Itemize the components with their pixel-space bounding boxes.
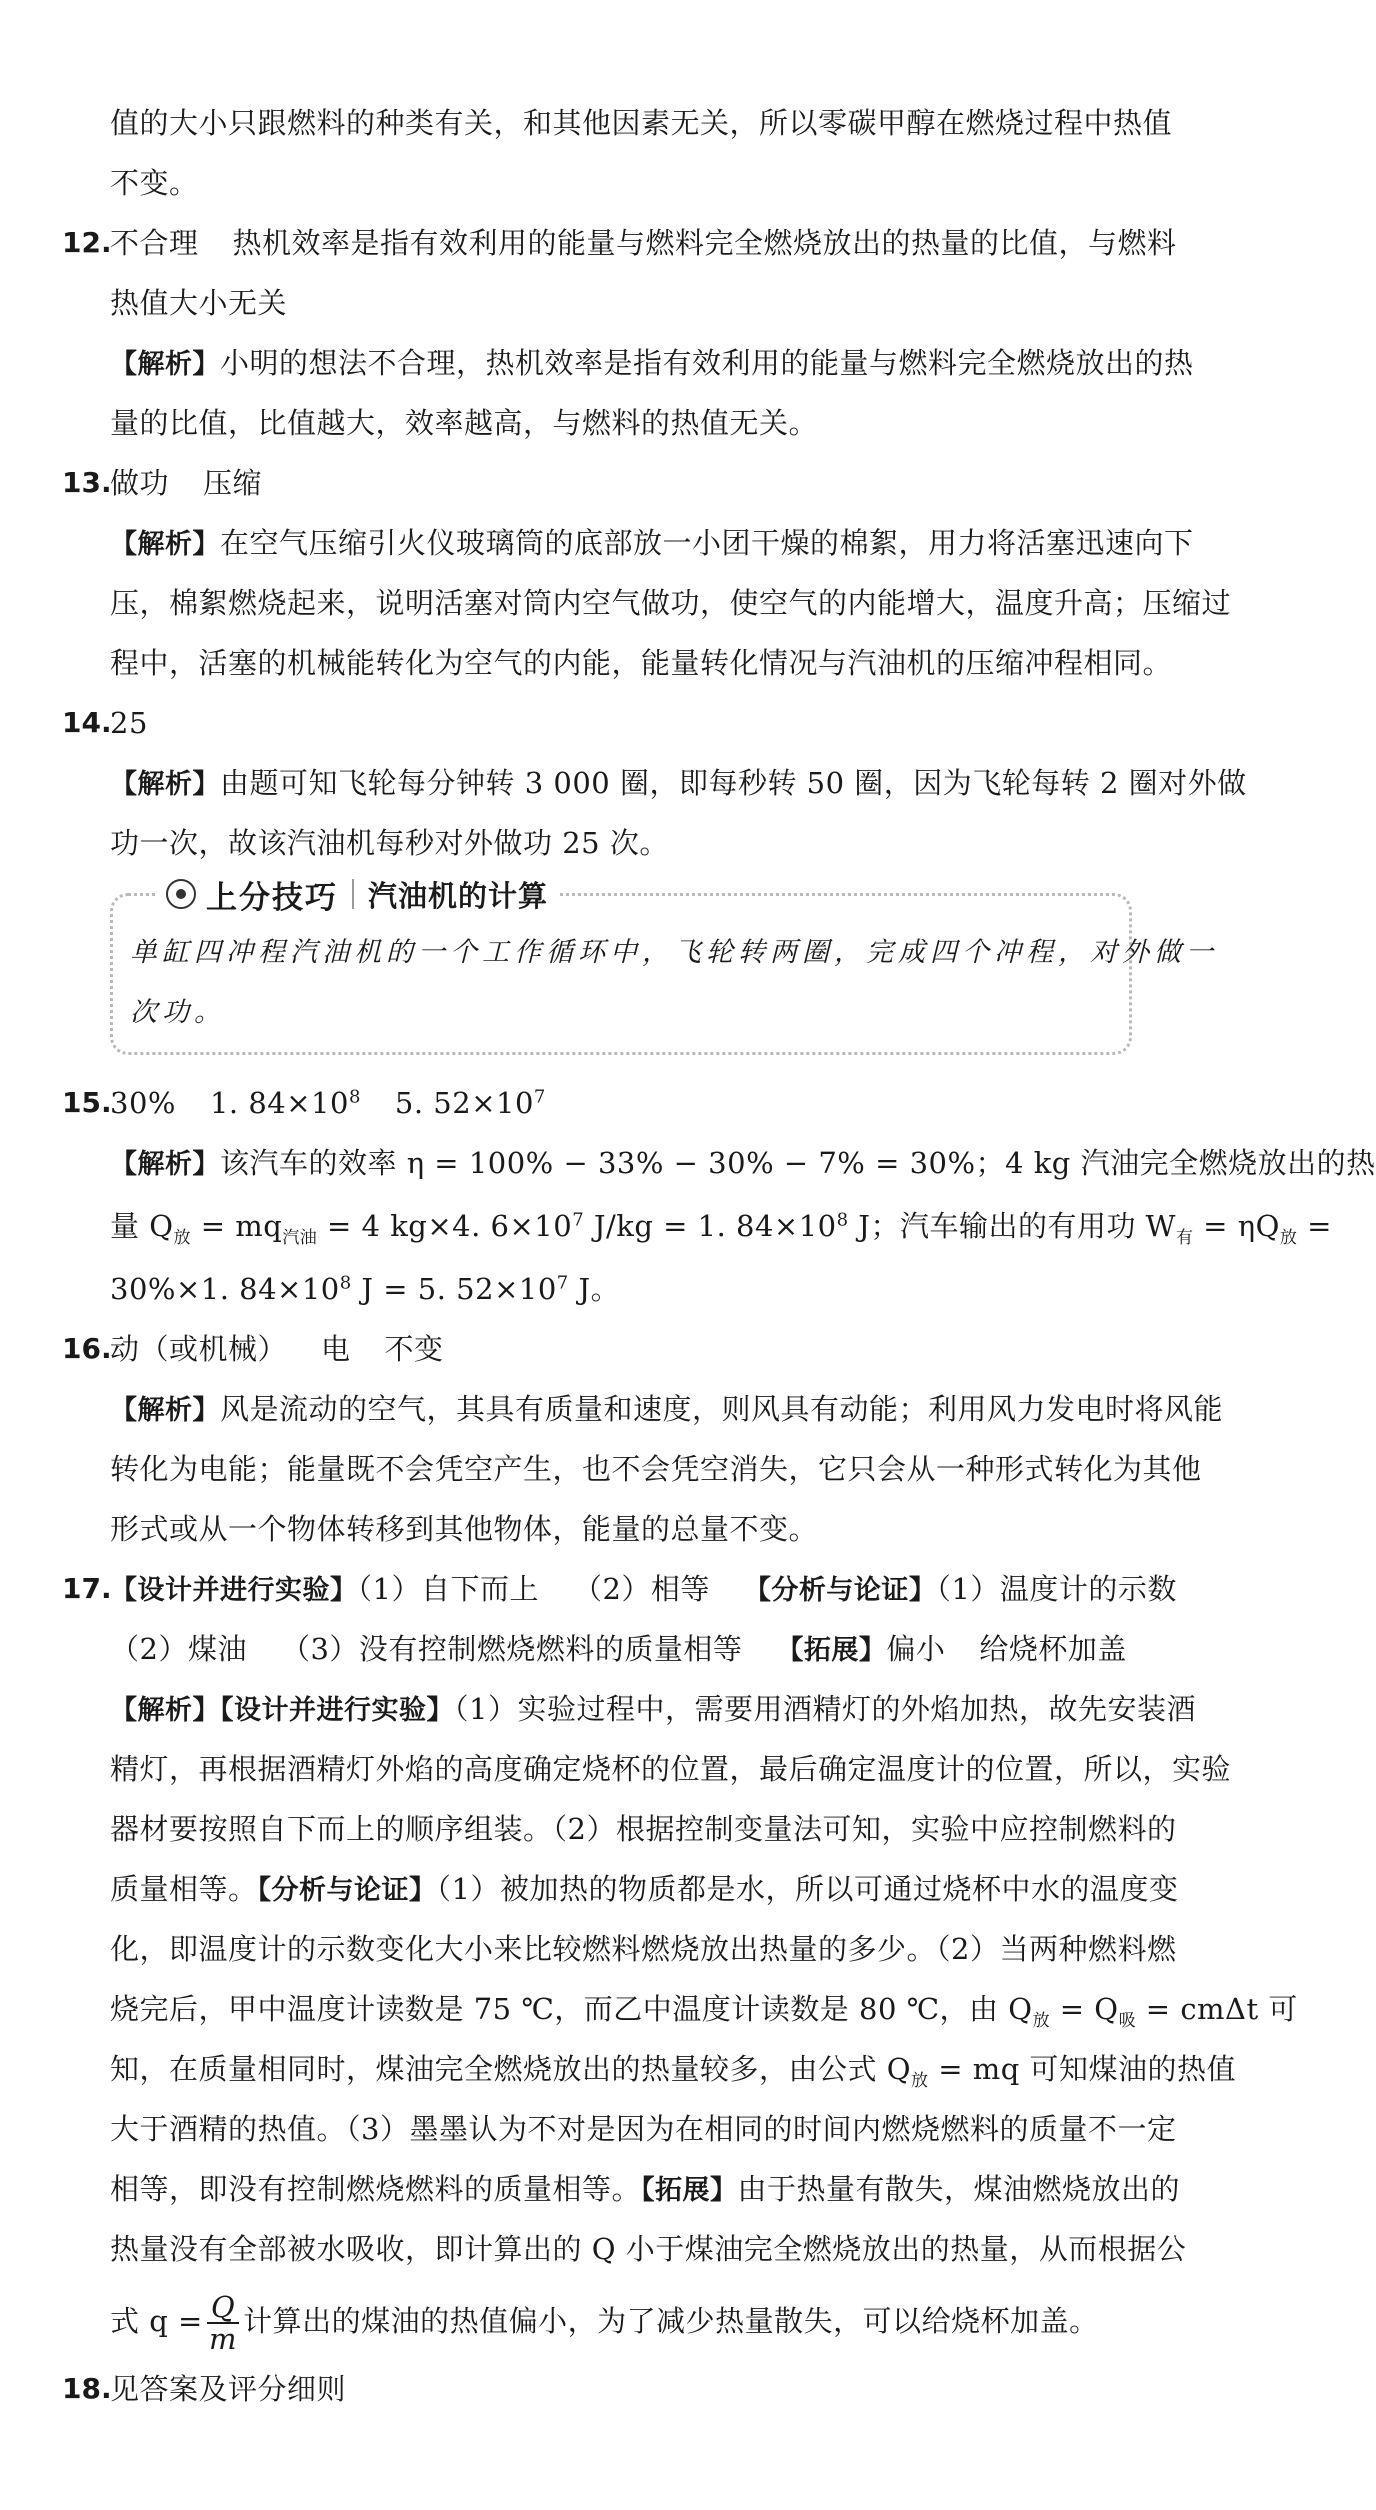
- q15-e3b: J = 5. 52×10: [351, 1272, 557, 1306]
- q17-tag-design: 【设计并进行实验】: [110, 1575, 358, 1606]
- q15-explain-line-1: [110, 1143, 1376, 1185]
- q17-number: 17.: [62, 1572, 112, 1605]
- q12-explain-tag: 【解析】: [110, 349, 220, 380]
- q16-number: 16.: [62, 1332, 112, 1365]
- q18-answer-line: 见答案及评分细则: [110, 2372, 347, 2406]
- q17-e6a: 烧完后，甲中温度计读数是 75 ℃，而乙中温度计读数是 80 ℃，由 Q: [110, 1992, 1033, 2026]
- q12-explain-text-1: 小明的想法不合理，热机效率是指有效利用的能量与燃料完全燃烧放出的热: [220, 346, 1194, 380]
- q17-e4a: 质量相等。: [110, 1872, 258, 1906]
- q17-explain-line-1: [110, 1689, 1196, 1731]
- q14-number: 14.: [62, 706, 112, 739]
- q17-answer-line-1: [110, 1569, 1177, 1611]
- tip-title: 上分技巧: [206, 879, 338, 916]
- tip-text-line-1: 单缸四冲程汽油机的一个工作循环中，飞轮转两圈，完成四个冲程，对外做一: [130, 937, 1218, 968]
- q17-e4b: （1）被加热的物质都是水，所以可通过烧杯中水的温度变: [436, 1872, 1179, 1906]
- q17-answer-1: （1）自下而上: [357, 1572, 539, 1606]
- q17-e7sub: 放: [911, 2070, 929, 2091]
- q13-number: 13.: [62, 466, 112, 499]
- q15-e2a: 量 Q: [110, 1209, 174, 1243]
- q17-answer-line-2: [110, 1629, 1139, 1671]
- fraction-denominator: m: [208, 2322, 237, 2356]
- q17-e6c: = cmΔt 可: [1136, 1992, 1298, 2026]
- q15-answer-3: 5. 52×10: [394, 1086, 534, 1120]
- target-icon: [166, 879, 196, 909]
- q15-e2f: = ηQ: [1193, 1209, 1280, 1243]
- q16-answer-line: [110, 1329, 1139, 1369]
- q17-e6sub1: 放: [1032, 2010, 1051, 2031]
- q15-e2sub4: 放: [1279, 1227, 1298, 1248]
- q14-answer-line: 25: [110, 706, 148, 740]
- q17-explain-line-9: [110, 2169, 1181, 2211]
- q17-explain-line-8: 大于酒精的热值。（3）墨墨认为不对是因为在相同的时间内燃烧燃料的质量不一定: [110, 2112, 1177, 2146]
- q15-explain-line-3: [110, 1269, 1139, 1309]
- q12-answer-1: 不合理: [110, 226, 199, 260]
- q15-explain-tag: 【解析】: [110, 1149, 220, 1180]
- q13-answer-2: 压缩: [203, 466, 263, 500]
- q15-answer-line: [110, 1083, 1139, 1123]
- q17-answer-6: 偏小: [886, 1632, 946, 1666]
- q14-explain-tag: 【解析】: [110, 769, 220, 800]
- q15-e3a: 30%×1. 84×10: [110, 1272, 340, 1306]
- q15-answer-1: 30%: [110, 1086, 176, 1120]
- q15-answer-2-exp: 8: [348, 1086, 361, 1108]
- q12-answer-2: 热机效率是指有效利用的能量与燃料完全燃烧放出的热量的比值，与燃料: [232, 226, 1177, 260]
- q17-explain-line-3: 器材要按照自下而上的顺序组装。（2）根据控制变量法可知，实验中应控制燃料的: [110, 1812, 1177, 1846]
- q16-explain-line-3: 形式或从一个物体转移到其他物体，能量的总量不变。: [110, 1512, 819, 1546]
- q17-e6sub2: 吸: [1118, 2010, 1137, 2031]
- q17-explain-line-5: 化，即温度计的示数变化大小来比较燃料燃烧放出热量的多少。（2）当两种燃料燃: [110, 1932, 1177, 1966]
- q17-e9a: 相等，即没有控制燃烧燃料的质量相等。: [110, 2172, 642, 2206]
- q17-answer-5: （3）没有控制燃烧燃料的质量相等: [280, 1632, 743, 1666]
- q17-answer-2: （2）相等: [572, 1572, 710, 1606]
- q17-explain-tag: 【解析】: [110, 1695, 220, 1726]
- q17-explain-line-10: 热量没有全部被水吸收，即计算出的 Q 小于煤油完全燃烧放出的热量，从而根据公: [110, 2232, 1187, 2266]
- tip-divider: [352, 879, 354, 909]
- q15-e2exp1: 7: [572, 1209, 585, 1231]
- q18-number: 18.: [62, 2372, 112, 2405]
- q16-explain-line-2: 转化为电能；能量既不会凭空产生，也不会凭空消失，它只会从一种形式转化为其他: [110, 1452, 1202, 1486]
- q15-e2sub3: 有: [1175, 1227, 1194, 1248]
- q17-e7b: = mq 可知煤油的热值: [928, 2052, 1237, 2086]
- tip-box: [110, 893, 1132, 1055]
- tip-subtitle: 汽油机的计算: [368, 878, 549, 913]
- q16-explain-tag: 【解析】: [110, 1395, 220, 1426]
- q12-number: 12.: [62, 226, 112, 259]
- q14-explain-text-1: 由题可知飞轮每分钟转 3 000 圈，即每秒转 50 圈，因为飞轮每转 2 圈对外做: [220, 766, 1247, 800]
- q17-e11a: 式 q =: [110, 2304, 203, 2338]
- q12-answer-line-2: 热值大小无关: [110, 286, 288, 320]
- q12-explain-line-2: 量的比值，比值越大，效率越高，与燃料的热值无关。: [110, 406, 819, 440]
- q15-e2e: J；汽车输出的有用功 W: [848, 1209, 1176, 1243]
- q16-answer-2: 电: [321, 1332, 351, 1366]
- q16-answer-1: 动（或机械）: [110, 1332, 288, 1366]
- q15-e2sub2: 汽油: [282, 1227, 318, 1248]
- q12-explain-line-1: [110, 343, 1194, 385]
- q12-answer-line-1: [110, 223, 1177, 263]
- q17-explain-line-4: [110, 1869, 1179, 1911]
- fraction-numerator: Q: [207, 2292, 239, 2324]
- q17-e7a: 知，在质量相同时，煤油完全燃烧放出的热量较多，由公式 Q: [110, 2052, 911, 2086]
- q17-explain-tag-design: 【设计并进行实验】: [220, 1695, 454, 1726]
- q17-e11b: 计算出的煤油的热值偏小，为了减少热量散失，可以给烧杯加盖。: [243, 2304, 1099, 2338]
- q13-answer-1: 做功: [110, 466, 170, 500]
- q17-e9b: 由于热量有散失，煤油燃烧放出的: [737, 2172, 1181, 2206]
- q13-explain-line-1: [110, 523, 1194, 565]
- q16-answer-3: 不变: [384, 1332, 444, 1366]
- q17-tag-extend: 【拓展】: [776, 1635, 887, 1666]
- q13-explain-line-3: 程中，活塞的机械能转化为空气的内能，能量转化情况与汽油机的压缩冲程相同。: [110, 646, 1173, 680]
- q15-number: 15.: [62, 1086, 112, 1119]
- q15-answer-3-exp: 7: [533, 1086, 546, 1108]
- q15-e2c: = 4 kg×4. 6×10: [317, 1209, 573, 1243]
- q17-answer-3: （1）温度计的示数: [936, 1572, 1177, 1606]
- q17-explain-line-2: 精灯，再根据酒精灯外焰的高度确定烧杯的位置，最后确定温度计的位置，所以，实验: [110, 1752, 1232, 1786]
- q16-explain-text-1: 风是流动的空气，其具有质量和速度，则风具有动能；利用风力发电时将风能: [220, 1392, 1224, 1426]
- q15-e3exp2: 7: [556, 1272, 569, 1294]
- q14-explain-line-2: 功一次，故该汽油机每秒对外做功 25 次。: [110, 826, 669, 860]
- q15-e3exp1: 8: [339, 1272, 352, 1294]
- q15-e2b: = mq: [191, 1209, 283, 1243]
- intro-line-2: 不变。: [110, 166, 199, 200]
- q15-e2sub1: 放: [173, 1227, 191, 1248]
- q17-answer-4: （2）煤油: [110, 1632, 247, 1666]
- q14-explain-line-1: [110, 763, 1247, 805]
- q15-e2d: J/kg = 1. 84×10: [584, 1209, 837, 1243]
- q15-e2g: =: [1297, 1209, 1332, 1243]
- q17-tag-analysis: 【分析与论证】: [743, 1575, 937, 1606]
- q16-explain-line-1: [110, 1389, 1224, 1431]
- intro-line-1: 值的大小只跟燃料的种类有关，和其他因素无关，所以零碳甲醇在燃烧过程中热值: [110, 106, 1173, 140]
- tip-text-line-2: 次功。: [130, 997, 226, 1028]
- q17-explain-line-11: [110, 2289, 1139, 2354]
- q13-explain-tag: 【解析】: [110, 529, 220, 560]
- q17-explain-line-7: [110, 2049, 1237, 2091]
- q17-explain-tag-extend: 【拓展】: [641, 2175, 738, 2206]
- q15-e3c: J。: [568, 1272, 621, 1306]
- q13-explain-text-1: 在空气压缩引火仪玻璃筒的底部放一小团干燥的棉絮，用力将活塞迅速向下: [220, 526, 1194, 560]
- q17-explain-tag-analysis: 【分析与论证】: [257, 1875, 437, 1906]
- q17-answer-7: 给烧杯加盖: [979, 1632, 1127, 1666]
- tip-header: [158, 872, 560, 916]
- q15-explain-text-1: 该汽车的效率 η = 100% − 33% − 30% − 7% = 30%；4 kg 汽油完全燃烧放出的热: [220, 1146, 1376, 1180]
- formula-fraction: [207, 2292, 239, 2354]
- q15-e2exp2: 8: [836, 1209, 849, 1231]
- q17-explain-text-1: （1）实验过程中，需要用酒精灯的外焰加热，故先安装酒: [454, 1692, 1196, 1726]
- q13-explain-line-2: 压，棉絮燃烧起来，说明活塞对筒内空气做功，使空气的内能增大，温度升高；压缩过: [110, 586, 1232, 620]
- q17-e6b: = Q: [1050, 1992, 1119, 2026]
- q15-answer-2: 1. 84×10: [209, 1086, 349, 1120]
- q13-answer-line: [110, 463, 1139, 503]
